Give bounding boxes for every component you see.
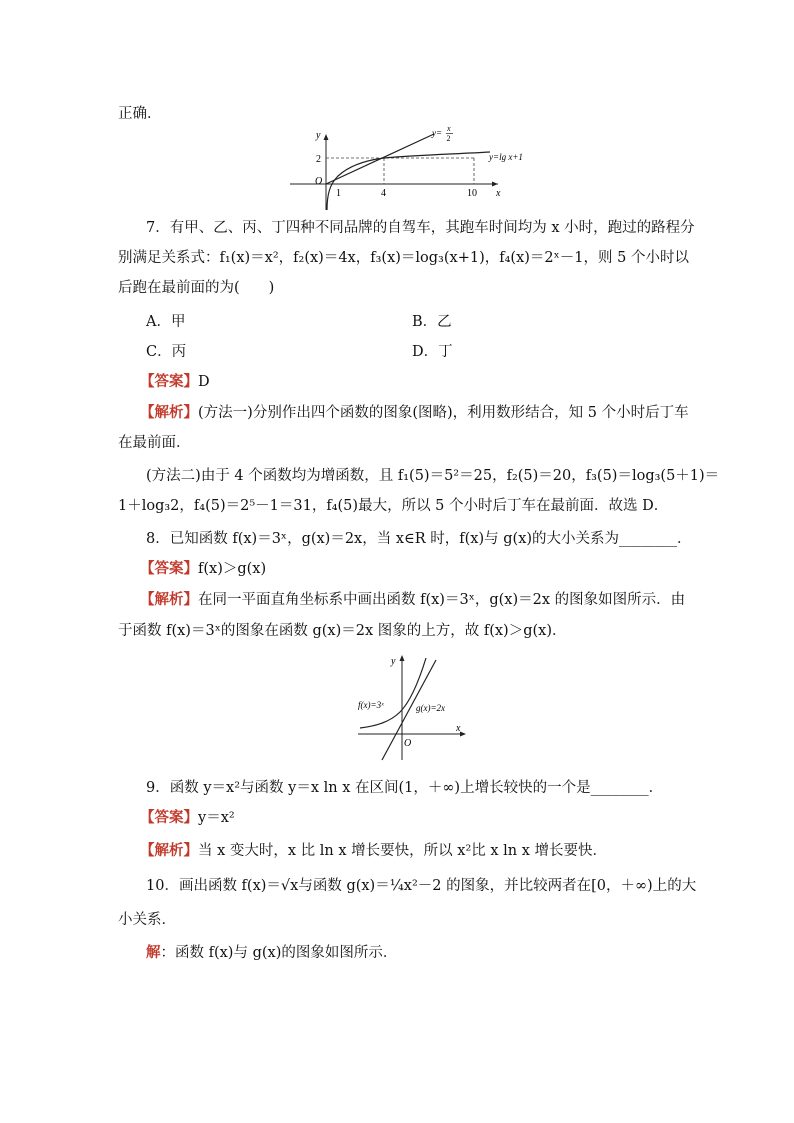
fig1-label-log: y=lg x+1 (489, 152, 523, 162)
q8-analysis-line-1 (140, 590, 685, 610)
q7-analysis-line-1 (140, 403, 689, 423)
q7-analysis-line-2: 在最前面． (118, 435, 191, 451)
q8-answer-value: f(x)＞g(x) (198, 561, 267, 577)
q9-answer-value: y＝x² (198, 810, 235, 826)
q7-option-b: B．乙 (412, 314, 452, 330)
q7-line-2: 别满足关系式：f₁(x)＝x²，f₂(x)＝4x，f₃(x)＝log₃(x+1)，f₄(x)＝2ˣ－1，则 5 个小时以 (118, 250, 689, 266)
figure-2-graph (356, 650, 468, 762)
fig2-origin-label: O (404, 738, 412, 749)
answer-tag: 【答案】 (140, 373, 198, 390)
fig1-label-line-num: x (447, 124, 451, 133)
q7-option-c: C．丙 (146, 344, 187, 360)
fig2-curve-f (360, 658, 426, 728)
fig2-label-g: g(x)=2x (416, 703, 446, 713)
fig1-label-line-den: 2 (446, 134, 451, 143)
q7-answer-value: D (198, 374, 210, 390)
fig2-x-arrow-icon (460, 732, 466, 737)
q7-analysis-line-4: 1＋log₃2，f₄(5)＝2⁵－1＝31，f₄(5)最大，所以 5 个小时后丁车在最前面．故选 D． (118, 498, 669, 514)
fig2-label-f: f(x)=3ˣ (358, 700, 384, 710)
analysis-tag: 【解析】 (140, 842, 198, 859)
q10-solution-line-1 (146, 943, 397, 963)
fig1-x-arrow-icon (492, 182, 498, 187)
figure-1-svg (286, 124, 536, 210)
answer-tag: 【答案】 (140, 809, 198, 826)
fig1-tick-4: 4 (381, 188, 386, 199)
q10-solution-text-1: ：函数 f(x)与 g(x)的图象如图所示． (160, 945, 398, 961)
q7-answer (140, 372, 210, 392)
fig2-y-arrow-icon (400, 655, 405, 661)
q8-analysis-text-1: 在同一平面直角坐标系中画出函数 f(x)＝3ˣ，g(x)＝2x 的图象如图所示．由 (198, 592, 686, 608)
q7-option-a: A．甲 (146, 314, 186, 330)
analysis-tag: 【解析】 (140, 404, 198, 421)
answer-tag: 【答案】 (140, 560, 198, 577)
q10-line-1: 10．画出函数 f(x)＝√x与函数 g(x)＝¼x²－2 的图象，并比较两者在[0，＋∞)上的大 (146, 878, 697, 894)
q7-line-1: 7．有甲、乙、丙、丁四种不同品牌的自驾车，其跑车时间均为 x 小时，跑过的路程分 (146, 220, 695, 236)
fig1-tick-y2: 2 (316, 154, 321, 165)
q9-line-1: 9．函数 y＝x²与函数 y＝x ln x 在区间(1，＋∞)上增长较快的一个是________． (146, 780, 664, 796)
solution-tag: 解 (146, 944, 161, 961)
q7-analysis-line-3: (方法二)由于 4 个函数均为增函数，且 f₁(5)＝5²＝25，f₂(5)＝20，f₃(5)＝log₃(5＋1)＝ (146, 468, 720, 484)
q8-line-1: 8．已知函数 f(x)＝3ˣ，g(x)＝2x，当 x∈R 时，f(x)与 g(x)的大小关系为________． (146, 531, 692, 547)
fig1-origin-label: O (315, 176, 323, 187)
figure-1-graph (286, 124, 536, 210)
fig1-tick-10: 10 (467, 188, 477, 199)
q7-line-3: 后跑在最前面的为( ) (118, 280, 275, 296)
fig1-tick-1: 1 (336, 188, 341, 199)
figure-2-svg (356, 650, 468, 762)
q7-option-d: D．丁 (412, 344, 453, 360)
q10-line-2: 小关系． (118, 912, 176, 928)
fig1-curve-log (327, 152, 490, 210)
q7-analysis-text-1: (方法一)分别作出四个函数的图象(图略)，利用数形结合，知 5 个小时后丁车 (198, 405, 689, 421)
q8-analysis-line-2: 于函数 f(x)＝3ˣ的图象在函数 g(x)＝2x 图象的上方，故 f(x)＞g(x)． (118, 623, 567, 639)
q9-analysis-text-1: 当 x 变大时，x 比 ln x 增长要快，所以 x²比 x ln x 增长要快． (198, 843, 608, 859)
fig1-label-line: y= (432, 128, 443, 138)
fig2-x-label: x (456, 723, 461, 734)
q8-answer (140, 559, 266, 579)
fig1-y-label: y (316, 130, 321, 141)
q9-answer (140, 808, 235, 828)
analysis-tag: 【解析】 (140, 591, 198, 608)
text-line-top: 正确． (118, 106, 162, 122)
fig1-y-arrow-icon (324, 134, 329, 140)
fig1-x-label: x (496, 188, 501, 199)
q9-analysis-line-1 (140, 841, 607, 861)
fig2-y-label: y (391, 656, 396, 667)
